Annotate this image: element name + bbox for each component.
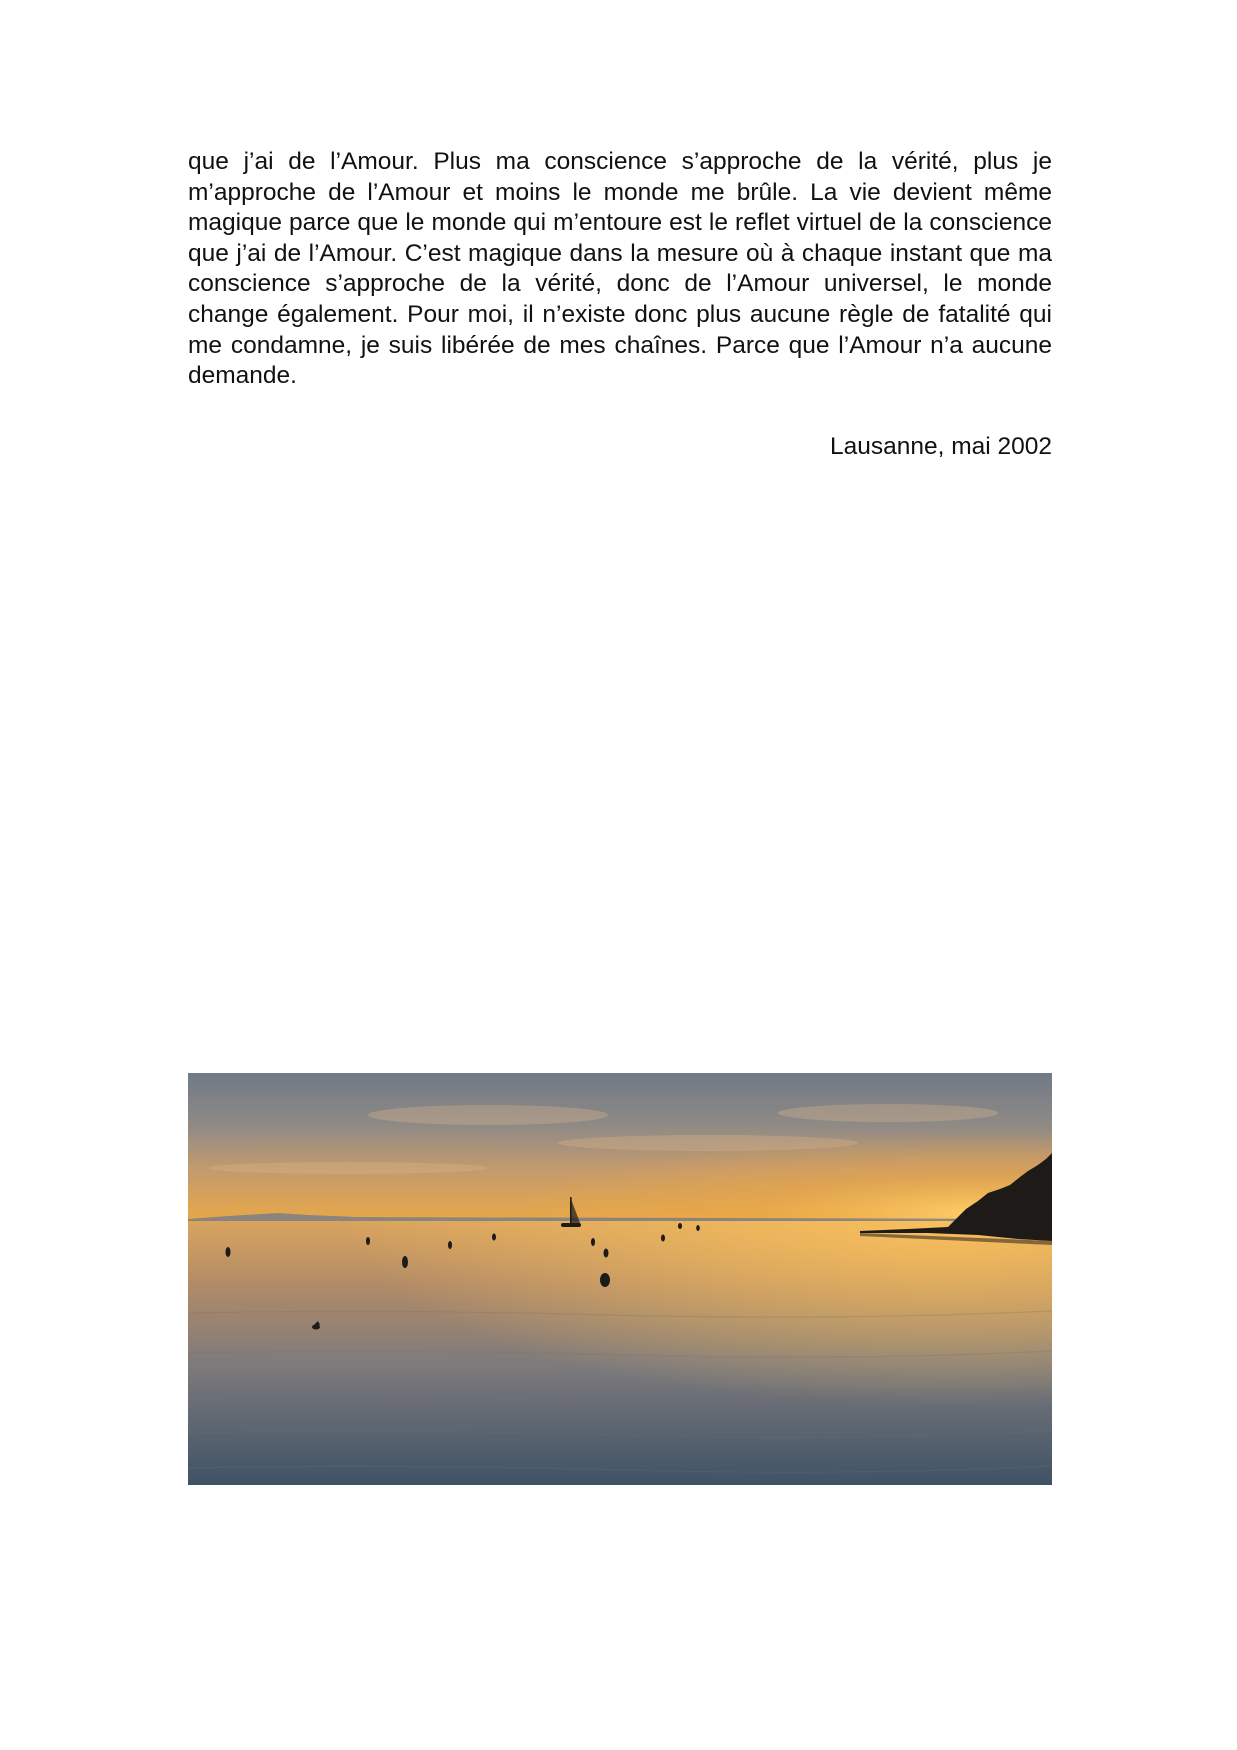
signature-place-date: Lausanne, mai 2002	[829, 433, 1052, 460]
body-paragraph: que j’ai de l’Amour. Plus ma conscience s’approche de la vérité, plus je m’approche de l’Amour et moins le monde me brûle. La vie devient même magique parce que le monde qui m’entoure est le reflet virtuel de la conscience que j’ai de l’Amour. C’est magique dans la mesure où à chaque instant que ma conscience s’approche de la vérité, donc de l’Amour universel, le monde change également. Pour moi, il n’existe donc plus aucune règle de fatalité qui me condamne, je suis libérée de mes chaînes. Parce que l’Amour n’a aucune demande.	[188, 148, 1052, 390]
sunset-lake-photo	[188, 1073, 1052, 1485]
